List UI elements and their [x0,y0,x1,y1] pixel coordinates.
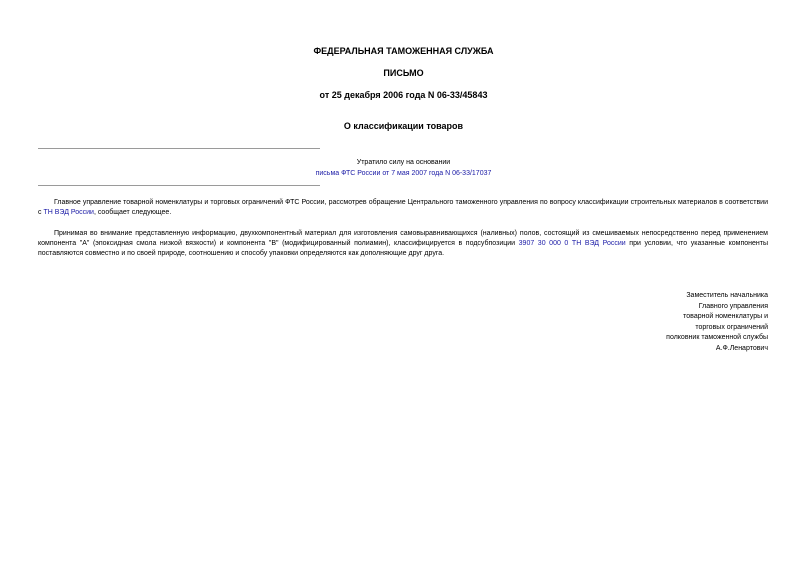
document-type: ПИСЬМО [383,68,424,78]
paragraph-text: при условии, что указанные компоненты поставляются совместно и по своей природе, соотношению и способу упаковки определяются как дополняющие друг друга. [38,240,769,257]
status-link-line [0,169,807,179]
paragraph-text: Главное управление товарной номенклатуры и торговых ограничений ФТС России, рассмотрев обращение Центрального таможенного управления по вопросу классификации строительных материалов в соответствии с [38,199,768,216]
repealing-letter-link[interactable]: письма ФТС России от 7 мая 2007 года N 06-33/17037 [315,170,492,177]
paragraph-text: , сообщает следующее. [93,209,172,216]
signature-line: торговых ограничений [695,323,768,331]
organization-title: ФЕДЕРАЛЬНАЯ ТАМОЖЕННАЯ СЛУЖБА [313,46,494,56]
body-paragraph-2 [38,229,768,259]
paragraph-text: Принимая во внимание представленную информацию, двухкомпонентный материал для изготовления самовыравнивающихся (наливных) полов, состоящий из смешиваемых непосредственно перед применением компонента "А" (эпоксидная смола низкой вязкости) и компонента "В" (модифицированный полиамин), классифицируется в подсубпозиции [38,230,768,247]
divider-top [38,148,320,149]
document-date: от 25 декабря 2006 года N 06-33/45843 [319,90,488,100]
subheading-code-link[interactable]: 3907 30 000 0 [518,240,569,247]
divider-bottom [38,185,320,186]
status-note: Утратило силу на основании [356,159,451,166]
document-subject: О классификации товаров [343,121,464,131]
signatory-name: А.Ф.Ленартович [715,344,768,352]
tn-ved-link[interactable]: ТН ВЭД России [43,209,94,216]
body-paragraph-1 [38,198,768,218]
signature-line: Заместитель начальника [686,292,768,299]
signature-line: полковник таможенной службы [666,334,768,342]
tn-ved-link[interactable]: ТН ВЭД России [571,240,626,247]
signature-block [666,291,768,355]
signature-line: Главного управления [698,302,768,310]
signature-line: товарной номенклатуры и [683,313,768,321]
